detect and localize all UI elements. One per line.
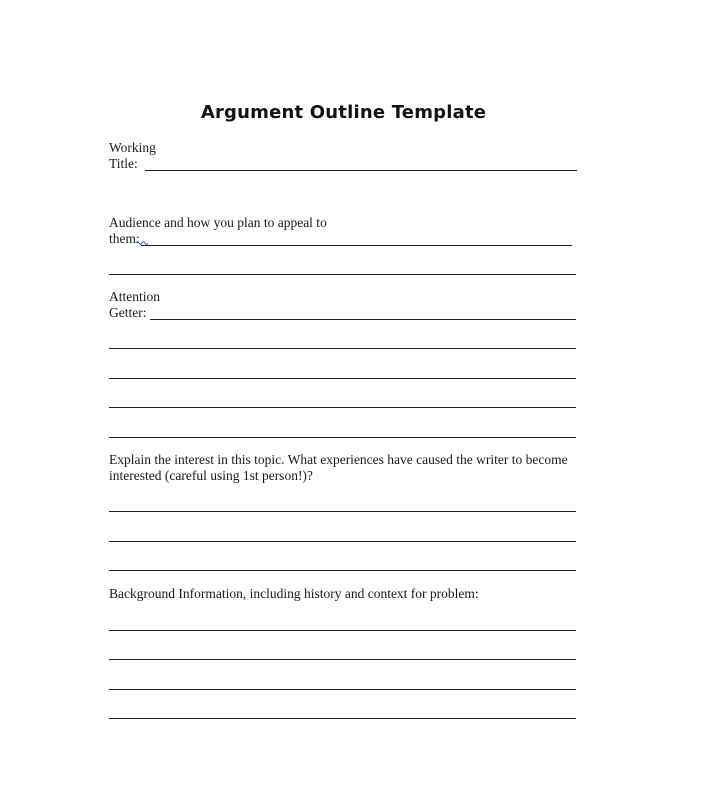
interest-answer-line-1[interactable] <box>109 511 576 512</box>
attention-getter-answer-line-3[interactable] <box>109 378 576 379</box>
working-title-label-line1: Working <box>109 140 156 155</box>
attention-getter-answer-line-1[interactable] <box>150 319 576 320</box>
attention-getter-answer-line-5[interactable] <box>109 437 576 438</box>
document-title: Argument Outline Template <box>200 102 487 123</box>
audience-label-line1: Audience and how you plan to appeal to <box>109 215 327 230</box>
interest-label-line1: Explain the interest in this topic. What experiences have caused the writer to become <box>109 452 568 467</box>
interest-answer-line-2[interactable] <box>109 541 576 542</box>
working-title-answer-line[interactable] <box>145 170 577 171</box>
background-answer-line-3[interactable] <box>109 689 576 690</box>
audience-answer-line-1[interactable] <box>141 245 572 246</box>
interest-label-line2: interested (careful using 1st person!)? <box>109 468 313 483</box>
attention-getter-label-line2: Getter: <box>109 305 147 320</box>
background-answer-line-4[interactable] <box>109 718 576 719</box>
background-answer-line-2[interactable] <box>109 659 576 660</box>
working-title-label-line2: Title: <box>109 156 138 171</box>
audience-label-line2: them: <box>109 231 140 246</box>
attention-getter-answer-line-2[interactable] <box>109 348 576 349</box>
background-label: Background Information, including history and context for problem: <box>109 586 479 601</box>
background-answer-line-1[interactable] <box>109 630 576 631</box>
attention-getter-answer-line-4[interactable] <box>109 407 576 408</box>
interest-answer-line-3[interactable] <box>109 570 576 571</box>
audience-answer-line-2[interactable] <box>109 274 576 275</box>
attention-getter-label-line1: Attention <box>109 289 160 304</box>
